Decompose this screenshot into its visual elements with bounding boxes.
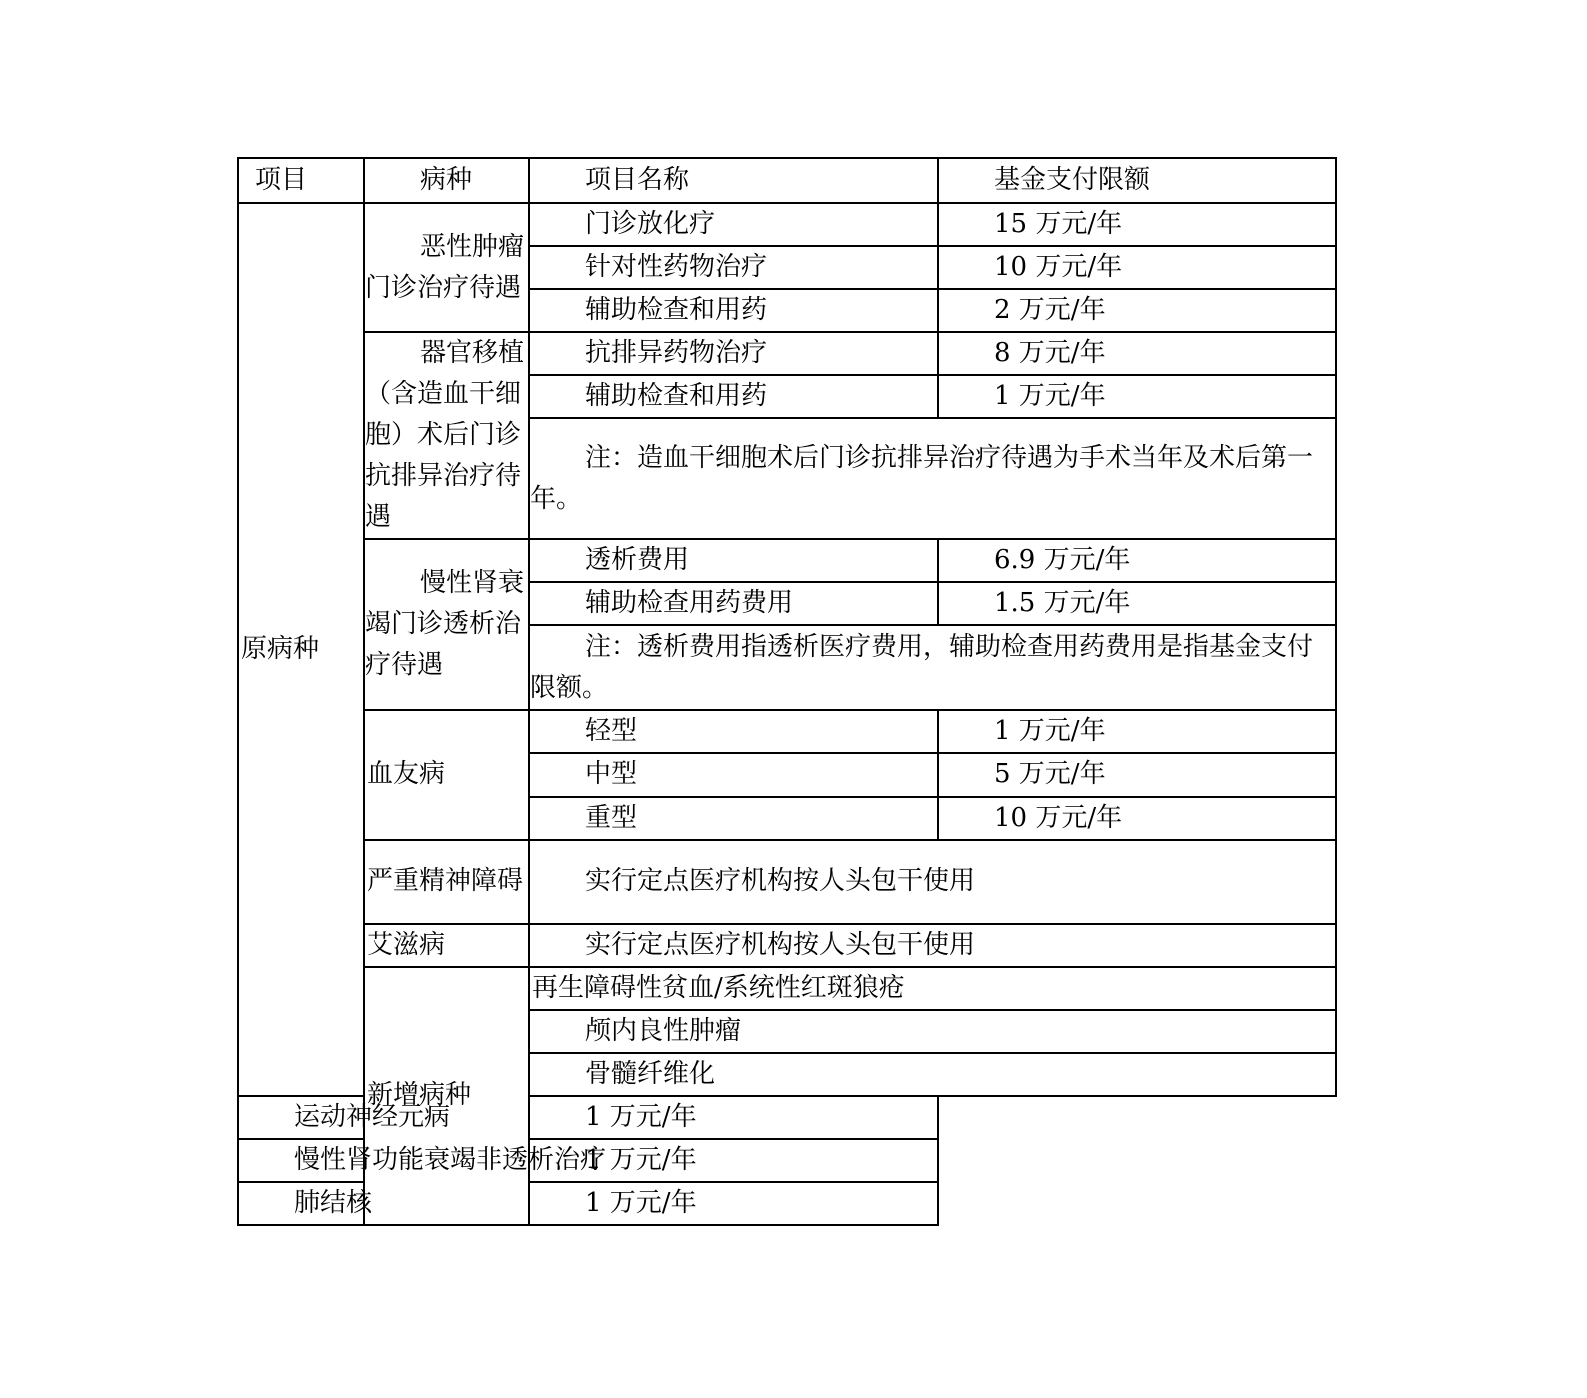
transplant-note: 注：造血干细胞术后门诊抗排异治疗待遇为手术当年及术后第一年。 xyxy=(529,418,1336,539)
added-disease-name: 运动神经元病 xyxy=(238,1096,529,1139)
item-name: 门诊放化疗 xyxy=(529,203,938,246)
table-row xyxy=(238,924,1336,967)
table-header-row xyxy=(238,158,1336,203)
header-disease: 病种 xyxy=(364,158,529,203)
added-disease-name: 慢性肾功能衰竭非透析治疗 xyxy=(238,1139,529,1182)
fund-limit: 8 万元/年 xyxy=(938,332,1336,375)
item-name: 重型 xyxy=(529,797,938,840)
fund-limit: 1 万元/年 xyxy=(529,1096,938,1139)
aids-policy: 实行定点医疗机构按人头包干使用 xyxy=(529,924,1336,967)
added-disease-name: 颅内良性肿瘤 xyxy=(529,1010,1336,1053)
header-project: 项目 xyxy=(238,158,364,203)
header-item-name: 项目名称 xyxy=(529,158,938,203)
table-row xyxy=(238,332,1336,375)
added-disease-name: 再生障碍性贫血/系统性红斑狼疮 xyxy=(529,967,1336,1010)
table-row xyxy=(238,840,1336,924)
table-row xyxy=(238,203,1336,246)
table-row xyxy=(238,539,1336,582)
header-fund-limit: 基金支付限额 xyxy=(938,158,1336,203)
disease-dialysis: 慢性肾衰竭门诊透析治疗待遇 xyxy=(364,539,529,710)
original-disease-label: 原病种 xyxy=(238,203,364,1096)
fund-limit: 1 万元/年 xyxy=(938,710,1336,753)
fund-limit: 5 万元/年 xyxy=(938,753,1336,796)
fund-limit: 1 万元/年 xyxy=(938,375,1336,418)
table-row xyxy=(238,967,1336,1010)
dialysis-note: 注：透析费用指透析医疗费用，辅助检查用药费用是指基金支付限额。 xyxy=(529,625,1336,710)
item-name: 中型 xyxy=(529,753,938,796)
item-name: 轻型 xyxy=(529,710,938,753)
item-name: 辅助检查和用药 xyxy=(529,289,938,332)
item-name: 辅助检查和用药 xyxy=(529,375,938,418)
fund-limit: 2 万元/年 xyxy=(938,289,1336,332)
benefit-limit-table xyxy=(237,157,1337,1226)
table-row xyxy=(238,1139,1336,1182)
disease-aids: 艾滋病 xyxy=(364,924,529,967)
item-name: 针对性药物治疗 xyxy=(529,246,938,289)
table-row xyxy=(238,1096,1336,1139)
table-row xyxy=(238,710,1336,753)
fund-limit: 1 万元/年 xyxy=(529,1139,938,1182)
added-disease-name: 骨髓纤维化 xyxy=(529,1053,1336,1096)
item-name: 辅助检查用药费用 xyxy=(529,582,938,625)
fund-limit: 10 万元/年 xyxy=(938,797,1336,840)
disease-hemophilia: 血友病 xyxy=(364,710,529,839)
fund-limit: 6.9 万元/年 xyxy=(938,539,1336,582)
disease-mental: 严重精神障碍 xyxy=(364,840,529,924)
item-name: 抗排异药物治疗 xyxy=(529,332,938,375)
fund-limit: 15 万元/年 xyxy=(938,203,1336,246)
table-row xyxy=(238,1182,1336,1225)
fund-limit: 10 万元/年 xyxy=(938,246,1336,289)
fund-limit: 1 万元/年 xyxy=(529,1182,938,1225)
fund-limit: 1.5 万元/年 xyxy=(938,582,1336,625)
disease-transplant: 器官移植（含造血干细胞）术后门诊抗排异治疗待遇 xyxy=(364,332,529,539)
added-disease-name: 肺结核 xyxy=(238,1182,529,1225)
mental-policy: 实行定点医疗机构按人头包干使用 xyxy=(529,840,1336,924)
disease-cancer: 恶性肿瘤门诊治疗待遇 xyxy=(364,203,529,332)
added-disease-label: 新增病种 xyxy=(364,967,529,1225)
item-name: 透析费用 xyxy=(529,539,938,582)
